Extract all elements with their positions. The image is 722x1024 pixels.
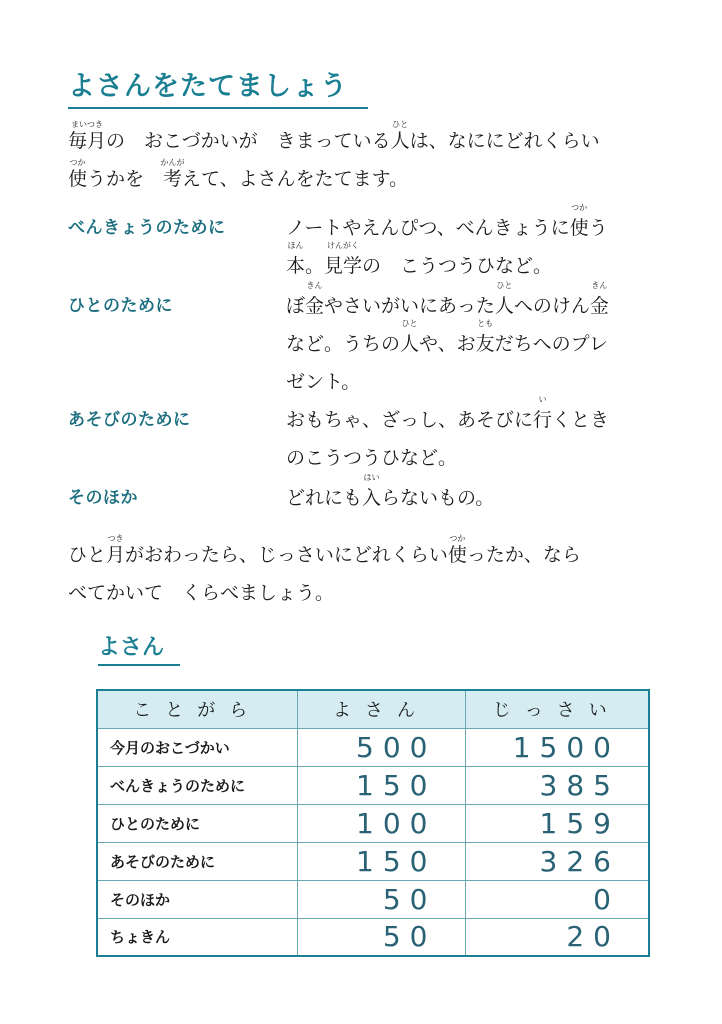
- row-actual: 0: [465, 880, 649, 918]
- row-budget: 500: [297, 728, 465, 766]
- table-header-row: [97, 690, 649, 728]
- row-budget: 150: [297, 842, 465, 880]
- table-row: [97, 804, 649, 842]
- item-label: あそびのために: [68, 410, 191, 430]
- table-row: [97, 880, 649, 918]
- ruby-word: 人 ひと: [390, 120, 410, 152]
- budget-table: [96, 689, 650, 957]
- header-budget: よさん: [297, 690, 465, 728]
- intro-line-1: 毎月 まいつき の おこづかいが きまっている人 ひと は、なににどれくらい: [68, 120, 600, 152]
- row-actual: 385: [465, 766, 649, 804]
- item-description: おもちゃ、ざっし、あそびに行 い くとき のこうつうひなど。: [286, 395, 610, 469]
- table-row: [97, 728, 649, 766]
- item-description: ノートやえんぴつ、べんきょうに使 つか う 本 ほん 。見学 けんがく の こうつうひなど。: [286, 203, 608, 277]
- section-subtitle: よさん: [98, 630, 180, 666]
- intro-line-2: 使 つか うかを 考 かんが えて、よさんをたてます。: [68, 158, 409, 190]
- table-row: [97, 918, 649, 956]
- row-budget: 50: [297, 918, 465, 956]
- table-row: [97, 842, 649, 880]
- ruby-word: 考 かんが: [160, 158, 185, 190]
- item-description: どれにも入 はい らないもの。: [286, 473, 495, 509]
- intro-paragraph: [68, 118, 668, 194]
- row-category: そのほか: [97, 880, 297, 918]
- row-actual: 20: [465, 918, 649, 956]
- header-category: ことがら: [97, 690, 297, 728]
- closing-paragraph: ひと月 つき がおわったら、じっさいにどれくらい使 つか ったか、なら べてかいて くらべましょう。: [68, 534, 581, 604]
- ruby-word: 使 つか: [68, 158, 88, 190]
- item-label: べんきょうのために: [68, 218, 226, 238]
- row-budget: 150: [297, 766, 465, 804]
- page-title: よさんをたてましょう: [68, 64, 368, 109]
- row-category: ひとのために: [97, 804, 297, 842]
- row-category: べんきょうのために: [97, 766, 297, 804]
- row-budget: 100: [297, 804, 465, 842]
- table-row: [97, 766, 649, 804]
- item-label: そのほか: [68, 488, 138, 508]
- header-actual: じっさい: [465, 690, 649, 728]
- row-actual: 1500: [465, 728, 649, 766]
- item-label: ひとのために: [68, 296, 173, 316]
- row-category: 今月のおこづかい: [97, 728, 297, 766]
- row-actual: 326: [465, 842, 649, 880]
- row-budget: 50: [297, 880, 465, 918]
- row-category: ちょきん: [97, 918, 297, 956]
- ruby-word: 毎月 まいつき: [68, 120, 107, 152]
- row-actual: 159: [465, 804, 649, 842]
- item-description: ぼ金 きん やさいがいにあった人 ひと へのけん金 きん など。うちの人 ひと や、お友 とも だちへのプレ ゼント。: [286, 281, 609, 393]
- row-category: あそびのために: [97, 842, 297, 880]
